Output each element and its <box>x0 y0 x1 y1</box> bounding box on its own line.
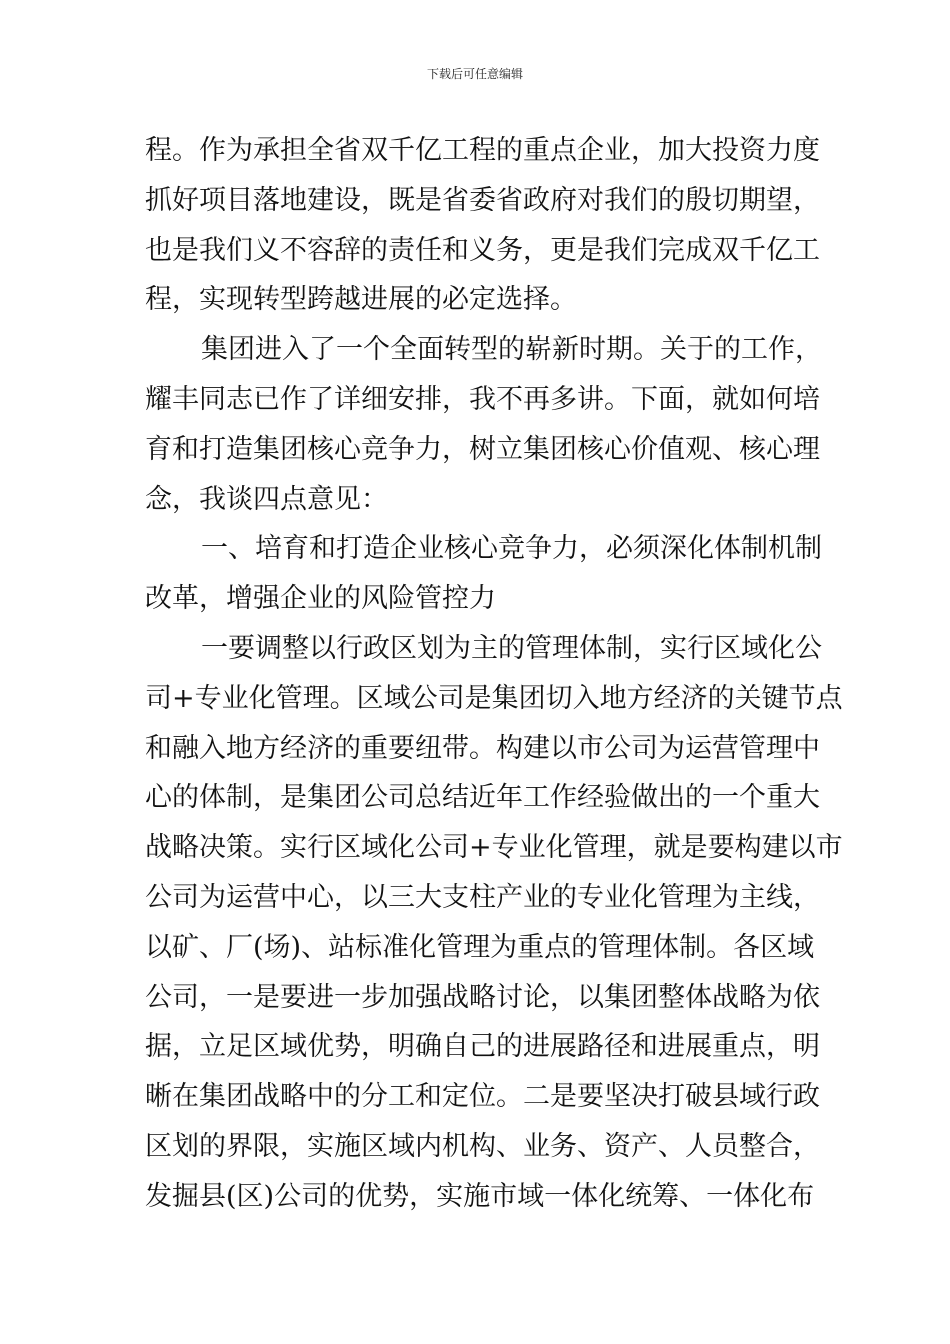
text-line: 据，立足区域优势，明确自己的进展路径和进展重点，明 <box>145 1031 820 1063</box>
paragraph <box>145 325 822 524</box>
text-line: 心的体制，是集团公司总结近年工作经验做出的一个重大 <box>145 782 820 814</box>
text-line: 也是我们义不容辞的责任和义务，更是我们完成双千亿工 <box>145 234 820 266</box>
paragraph <box>145 624 843 1222</box>
text-line: 区划的界限，实施区域内机构、业务、资产、人员整合， <box>145 1130 820 1162</box>
text-line: 以矿、厂(场)、站标准化管理为重点的管理体制。各区域 <box>145 931 815 963</box>
text-line: 改革，增强企业的风险管控力 <box>145 583 496 615</box>
text-line: 司+专业化管理。区域公司是集团切入地方经济的关键节点 <box>145 682 843 714</box>
text-line: 集团进入了一个全面转型的崭新时期。关于的工作， <box>201 334 822 366</box>
text-line: 耀丰同志已作了详细安排，我不再多讲。下面，就如何培 <box>145 383 820 415</box>
text-line: 念，我谈四点意见： <box>145 483 388 515</box>
text-line: 抓好项目落地建设，既是省委省政府对我们的殷切期望， <box>145 184 820 216</box>
text-line: 晰在集团战略中的分工和定位。二是要坚决打破县域行政 <box>145 1081 820 1113</box>
paragraph <box>145 126 820 325</box>
text-line: 公司，一是要进一步加强战略讨论，以集团整体战略为依 <box>145 981 820 1013</box>
page-header: 下载后可任意编辑 <box>426 67 523 81</box>
text-line: 程。作为承担全省双千亿工程的重点企业，加大投资力度 <box>145 135 820 166</box>
section-heading <box>145 524 822 624</box>
text-line: 一、培育和打造企业核心竞争力，必须深化体制机制 <box>201 533 822 565</box>
text-line: 和融入地方经济的重要纽带。构建以市公司为运营管理中 <box>145 732 820 764</box>
text-line: 育和打造集团核心竞争力，树立集团核心价值观、核心理 <box>145 433 820 465</box>
text-line: 发掘县(区)公司的优势，实施市域一体化统筹、一体化布 <box>145 1180 815 1212</box>
text-line: 程，实现转型跨越进展的必定选择。 <box>145 284 577 316</box>
document-body <box>145 126 843 1222</box>
text-line: 战略决策。实行区域化公司+专业化管理，就是要构建以市 <box>145 832 843 864</box>
text-line: 公司为运营中心，以三大支柱产业的专业化管理为主线， <box>145 881 820 913</box>
text-line: 一要调整以行政区划为主的管理体制，实行区域化公 <box>201 632 822 664</box>
